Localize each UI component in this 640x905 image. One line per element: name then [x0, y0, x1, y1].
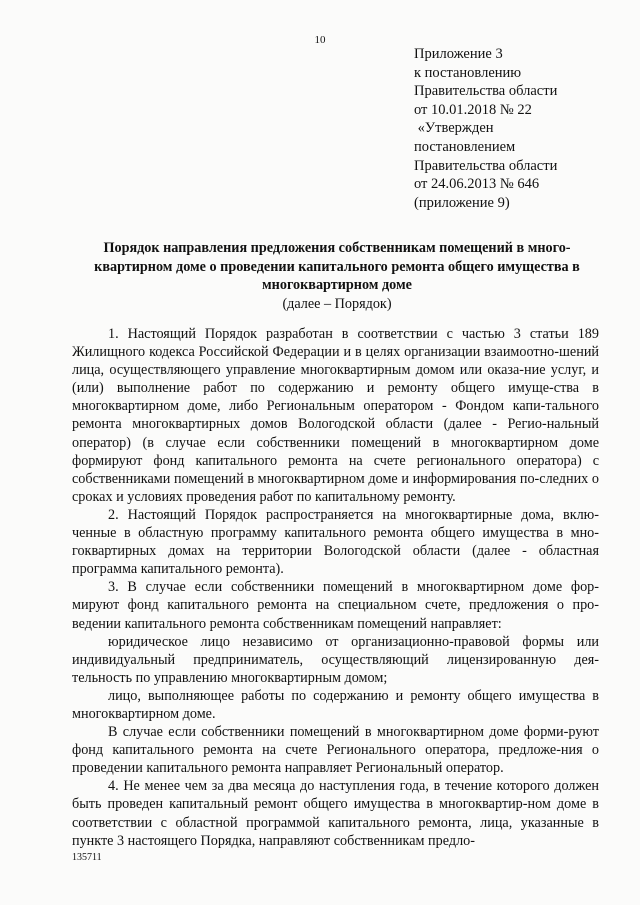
appendix-line: «Утвержден — [414, 120, 494, 137]
title-line: Порядок направления предложения собственникам помещений в много- — [103, 240, 571, 256]
document-title — [72, 239, 602, 313]
appendix-line: Приложение 3 — [414, 46, 503, 62]
paragraph: 3. В случае если собственники помещений в многоквартирном доме фор-мируют фонд капитального ремонта на специальном счете, предложения о про-ведении капитального ремонта собственникам помещений направляет: — [72, 579, 599, 632]
appendix-line: к постановлению — [414, 64, 522, 81]
paragraph: 1. Настоящий Порядок разработан в соответствии с частью 3 статьи 189 Жилищного кодекса Российской Федерации и в целях организации взаимоотно-шений лица, осуществляющего управление многоквартирным домом или оказа-ние услуг, и (или) выполнение работ по содержанию и ремонту общего имуще-ства в многоквартирном доме, либо Региональным оператором - Фондом капи-тального ремонта многоквартирных домов Вологодской области (далее - Регио-нальный оператор) (в случае если собственники помещений в многоквартирном доме формируют фонд капитального ремонта на счете регионального оператора) с собственниками помещений в многоквартирном доме и информирования по-следних о сроках и условиях проведения работ по капитальному ремонту. — [72, 326, 599, 505]
appendix-line: (приложение 9) — [414, 194, 510, 211]
paragraph: лицо, выполняющее работы по содержанию и ремонту общего имущества в многоквартирном доме. — [72, 687, 599, 722]
title-line: квартирном доме о проведении капитального ремонта общего имущества в — [94, 258, 580, 275]
title-line: многоквартирном доме — [262, 277, 412, 293]
document-code: 135711 — [72, 852, 102, 863]
paragraph: 2. Настоящий Порядок распространяется на многоквартирные дома, вклю-ченные в областную программу капитального ремонта общего имущества в мно-гоквартирных домах на территории Вологодской области (далее - областная программа капитального ремонта). — [72, 506, 599, 578]
paragraph: В случае если собственники помещений в многоквартирном доме форми-руют фонд капитального ремонта на счете Регионального оператора, предложе-ния о проведении капитального ремонта направляет Региональный оператор. — [72, 724, 599, 777]
appendix-line: Правительства области — [414, 157, 558, 174]
appendix-line: от 24.06.2013 № 646 — [414, 176, 540, 193]
appendix-line: Правительства области — [414, 83, 558, 100]
appendix-line: постановлением — [414, 138, 516, 155]
paragraph: юридическое лицо независимо от организационно-правовой формы или индивидуальный предприниматель, осуществляющий лицензированную дея-тельность по управлению многоквартирным домом; — [72, 633, 599, 686]
paragraph: 4. Не менее чем за два месяца до наступления года, в течение которого должен быть проведен капитальный ремонт общего имущества в многоквартир-ном доме в соответствии с областной программой капитального ремонта, лица, указанные в пункте 3 настоящего Порядка, направляют собственникам предло- — [72, 778, 599, 849]
title-subtitle: (далее – Порядок) — [282, 295, 392, 312]
appendix-line: от 10.01.2018 № 22 — [414, 101, 532, 118]
document-body — [72, 325, 599, 850]
page-number: 10 — [314, 34, 326, 46]
appendix-block — [414, 45, 557, 212]
